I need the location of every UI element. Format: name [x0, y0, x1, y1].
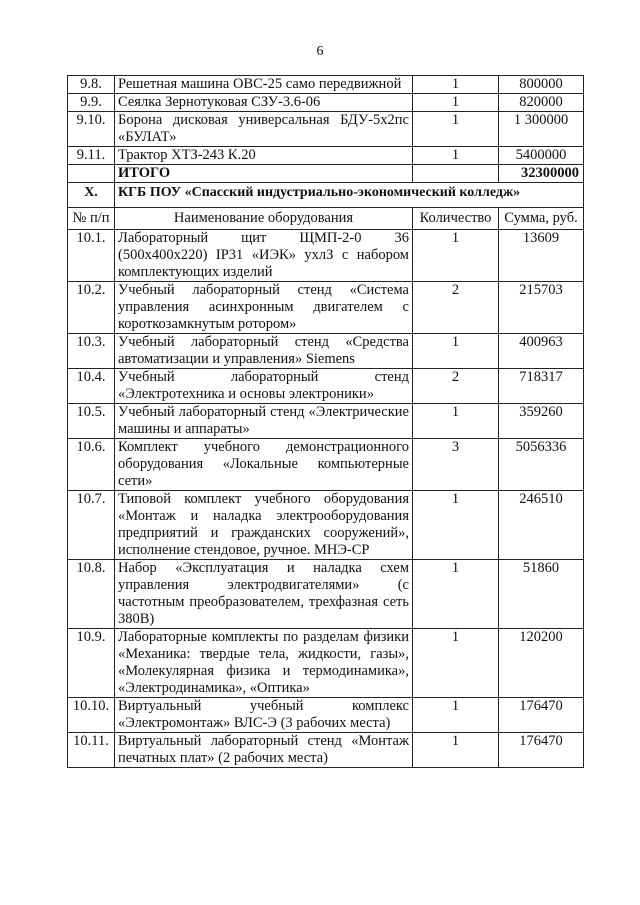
section-rows	[68, 230, 584, 768]
row-qty: 1	[413, 94, 499, 112]
header-name: Наименование оборудования	[115, 208, 413, 230]
row-qty: 2	[413, 282, 499, 334]
table-row	[68, 733, 584, 768]
row-qty: 1	[413, 698, 499, 733]
table-row	[68, 282, 584, 334]
total-label: ИТОГО	[115, 165, 413, 183]
row-name: Учебный лабораторный стенд «Средства автоматизации и управления» Siemens	[115, 334, 413, 369]
row-num: 10.11.	[68, 733, 115, 768]
row-num: 9.10.	[68, 112, 115, 147]
row-qty: 1	[413, 76, 499, 94]
row-sum: 718317	[499, 369, 584, 404]
row-qty: 1	[413, 230, 499, 282]
table-row	[68, 94, 584, 112]
table-row	[68, 334, 584, 369]
row-num: 10.9.	[68, 629, 115, 698]
header-sum: Сумма, руб.	[499, 208, 584, 230]
total-num-cell	[68, 165, 115, 183]
table-row	[68, 629, 584, 698]
row-sum: 176470	[499, 733, 584, 768]
row-name: Набор «Эксплуатация и наладка схем управления электродвигателями» (с частотным преобразователем, трехфазная сеть 380В)	[115, 560, 413, 629]
table-row	[68, 112, 584, 147]
row-num: 10.10.	[68, 698, 115, 733]
row-num: 9.11.	[68, 147, 115, 165]
total-row	[68, 165, 584, 183]
row-qty: 1	[413, 147, 499, 165]
row-sum: 359260	[499, 404, 584, 439]
row-name: Решетная машина ОВС-25 само передвижной	[115, 76, 413, 94]
table-row	[68, 404, 584, 439]
header-num: № п/п	[68, 208, 115, 230]
header-qty: Количество	[413, 208, 499, 230]
row-qty: 1	[413, 404, 499, 439]
row-num: 10.7.	[68, 491, 115, 560]
table-row	[68, 230, 584, 282]
row-name: Сеялка Зернотуковая СЗУ-3.6-06	[115, 94, 413, 112]
row-num: 10.2.	[68, 282, 115, 334]
row-sum: 1 300000	[499, 112, 584, 147]
row-sum: 51860	[499, 560, 584, 629]
row-num: 9.9.	[68, 94, 115, 112]
row-qty: 1	[413, 334, 499, 369]
table-row	[68, 369, 584, 404]
row-qty: 1	[413, 733, 499, 768]
section-title: КГБ ПОУ «Спасский индустриально-экономический колледж»	[115, 183, 584, 208]
table-row	[68, 560, 584, 629]
row-sum: 820000	[499, 94, 584, 112]
row-name: Лабораторные комплекты по разделам физики «Механика: твердые тела, жидкости, газы», «Молекулярная физика и термодинамика», «Электродинамика», «Оптика»	[115, 629, 413, 698]
table-header-row	[68, 208, 584, 230]
page-number: 6	[316, 44, 324, 59]
row-sum: 5400000	[499, 147, 584, 165]
row-num: 10.5.	[68, 404, 115, 439]
row-sum: 120200	[499, 629, 584, 698]
total-qty-cell	[413, 165, 499, 183]
row-name: Учебный лабораторный стенд «Электротехника и основы электроники»	[115, 369, 413, 404]
row-num: 10.4.	[68, 369, 115, 404]
row-num: 10.8.	[68, 560, 115, 629]
table-row	[68, 698, 584, 733]
table-row	[68, 147, 584, 165]
row-sum: 176470	[499, 698, 584, 733]
row-qty: 1	[413, 112, 499, 147]
row-name: Виртуальный учебный комплекс «Электромонтаж» ВЛС-Э (3 рабочих места)	[115, 698, 413, 733]
table-row	[68, 76, 584, 94]
table-row	[68, 491, 584, 560]
row-qty: 1	[413, 491, 499, 560]
row-name: Учебный лабораторный стенд «Электрические машины и аппараты»	[115, 404, 413, 439]
row-sum: 5056336	[499, 439, 584, 491]
row-num: 10.1.	[68, 230, 115, 282]
row-num: 9.8.	[68, 76, 115, 94]
row-name: Лабораторный щит ЩМП-2-0 36 (500x400x220) IP31 «ИЭК» ухлЗ с набором комплектующих изделий	[115, 230, 413, 282]
row-qty: 1	[413, 560, 499, 629]
section-row	[68, 183, 584, 208]
row-name: Борона дисковая универсальная БДУ-5х2пс «БУЛАТ»	[115, 112, 413, 147]
row-num: 10.3.	[68, 334, 115, 369]
row-sum: 800000	[499, 76, 584, 94]
row-sum: 246510	[499, 491, 584, 560]
total-sum: 32300000	[499, 165, 584, 183]
row-num: 10.6.	[68, 439, 115, 491]
top-rows	[68, 76, 584, 165]
row-sum: 13609	[499, 230, 584, 282]
row-sum: 215703	[499, 282, 584, 334]
row-sum: 400963	[499, 334, 584, 369]
row-name: Виртуальный лабораторный стенд «Монтаж печатных плат» (2 рабочих места)	[115, 733, 413, 768]
row-name: Комплект учебного демонстрационного оборудования «Локальные компьютерные сети»	[115, 439, 413, 491]
row-name: Типовой комплект учебного оборудования «Монтаж и наладка электрооборудования предприятий и гражданских сооружений», исполнение стендовое, ручное. МНЭ-СР	[115, 491, 413, 560]
equipment-table	[67, 75, 584, 768]
row-qty: 2	[413, 369, 499, 404]
section-num: X.	[68, 183, 115, 208]
row-name: Учебный лабораторный стенд «Система управления асинхронным двигателем с короткозамкнутым ротором»	[115, 282, 413, 334]
row-qty: 1	[413, 629, 499, 698]
row-name: Трактор ХТЗ-243 К.20	[115, 147, 413, 165]
table-row	[68, 439, 584, 491]
row-qty: 3	[413, 439, 499, 491]
